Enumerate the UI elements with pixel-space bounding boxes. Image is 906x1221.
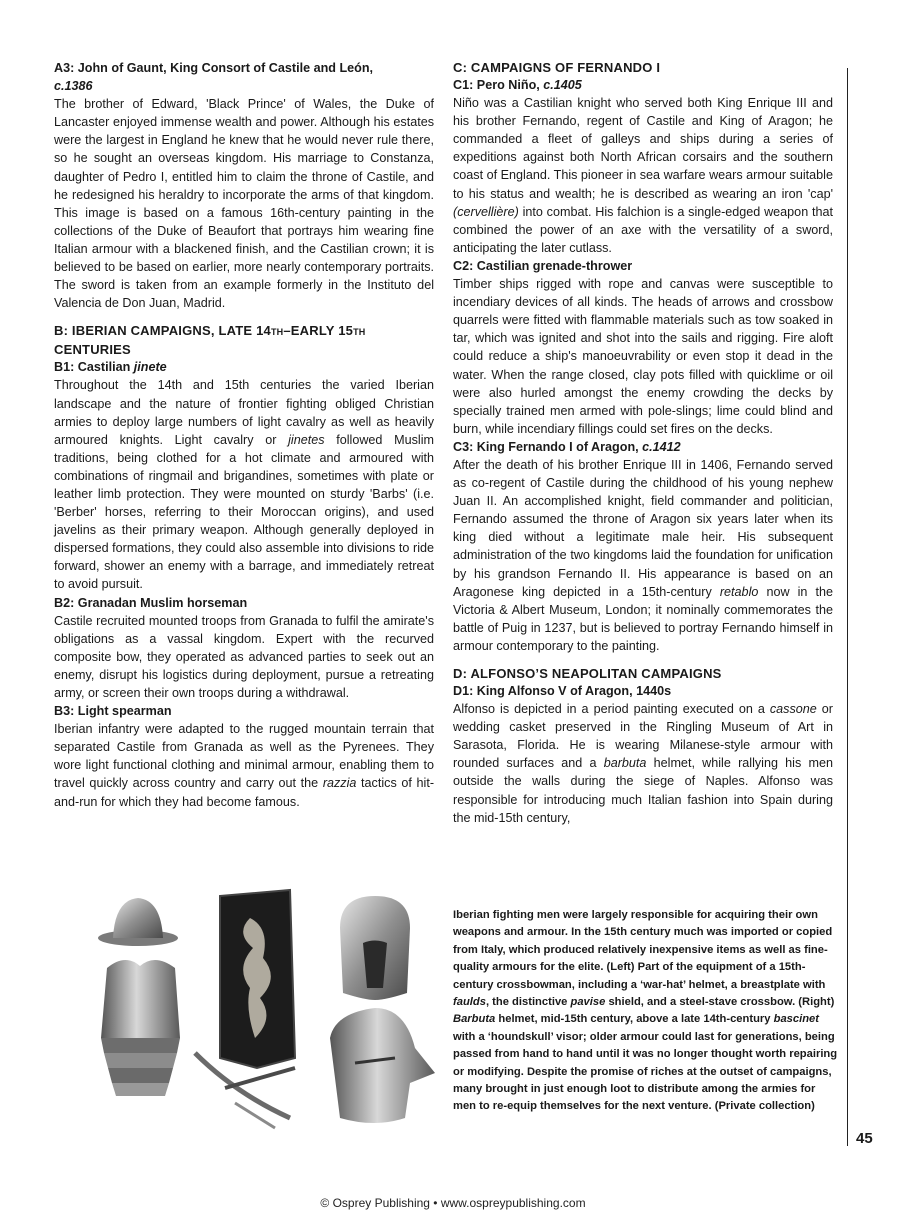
b-heading-sup1: TH <box>270 327 284 338</box>
caption-part3: shield, and a steel-stave crossbow. (Right) <box>605 996 835 1009</box>
b1-body-1: Throughout the 14th and 15th centuries the varied Iberian landscape and the nature of frontier fighting obliged Christian armies to deploy large numbers of light cavalry as well as heavily armoured knights. Light cavalry or <box>54 378 434 447</box>
b3-body-italic: razzia <box>322 776 357 791</box>
b2-heading: B2: Granadan Muslim horseman <box>54 595 248 610</box>
b1-body-2: followed Muslim traditions, being clothed for a hot climate and armoured with combinations of ringmail and brigandines, sometimes with plate or leather limb protection. They were mounted on sturdy 'Barbs' (i.e. 'Berber' horses, referring to their Moroccan origins), and used javelins as their primary weapon. Although generally deployed in dispersed formations, they could also assemble into divisions to ride forward, shower an enemy with a barrage, and immediately retreat to avoid pursuit. <box>54 432 434 592</box>
b2-body: Castile recruited mounted troops from Granada to fulfil the amirate's obligations as a vassal kingdom. Expert with the recurved composite bow, they operated as advanced parties to seek out an enemy, disrupt his logistics during deployment, pursue a retreating army, or screen their own troops during a withdrawal. <box>54 613 434 700</box>
caption-part2: , the distinctive <box>485 996 571 1009</box>
c3-body-1: After the death of his brother Enrique III in 1406, Fernando served as co-regent of Castile during the childhood of his young nephew Juan II. An accomplished knight, field commander and politician, Fernando assumed the throne of Aragon six years later when its king died without a legitimate male heir. His subsequent administration of the two kingdoms laid the foundation for unification by his grandson Fernando II. His appearance is based on an Aragonese king depicted in a 15th-century <box>453 457 833 599</box>
bascinet-houndskull-image <box>330 1008 435 1123</box>
d1-body-3: helmet, while rallying his men outside the walls during the siege of Naples. Alfonso was responsible for introducing much Italian fashion into Spain during the mid-15th century, <box>453 756 833 825</box>
caption-italic2: pavise <box>570 996 606 1009</box>
b-heading-part1: B: IBERIAN CAMPAIGNS, LATE 14 <box>54 323 271 339</box>
d1-body-1: Alfonso is depicted in a period painting executed on a <box>453 702 770 717</box>
a3-heading-date: c.1386 <box>54 79 93 94</box>
pavise-shield-image <box>220 890 295 1068</box>
caption-italic3: Barbuta <box>453 1013 496 1026</box>
breastplate-image <box>101 960 180 1096</box>
a3-heading-text: A3: John of Gaunt, King Consort of Castile and León, <box>54 61 374 75</box>
caption-part4: helmet, mid-15th century, above a late 14th-century <box>495 1013 774 1026</box>
c3-body-italic: retablo <box>719 584 759 599</box>
c1-body <box>453 94 833 257</box>
caption-italic4: bascinet <box>773 1013 819 1026</box>
d1-body-2: or wedding casket preserved in the Ringling Museum of Art in Sarasota, Florida. He is wearing Milanese-style armour with rounded surfaces and a <box>453 702 833 771</box>
war-hat-helmet-image <box>98 898 178 946</box>
b-heading-part2: –EARLY 15 <box>283 323 354 339</box>
caption-italic1: faulds <box>453 996 486 1009</box>
a3-body: The brother of Edward, 'Black Prince' of Wales, the Duke of Lancaster enjoyed immense wealth and power. Although his estates were the largest in England he knew that he would never rule there, so he sought an overseas kingdom. His marriage to Constanza, daughter of Pedro I, entitled him to claim the throne of Castile, and he redesigned his heraldry to incorporate the arms of that kingdom. This image is based on a famous 16th-century painting in the collections of the Duke of Beaufort that portrays him wearing fine Italian armour with a blackened finish, and the Castilian crown; it is believed to be based on earlier, more nearly contemporary portraits. The sword is taken from an example formerly in the Instituto del Valencia de Don Juan, Madrid. <box>54 97 434 311</box>
b3-body-1: Iberian infantry were adapted to the rugged mountain terrain that separated Castile from Granada as well as the Pyrenees. They wore light functional clothing and minimal armour, enabling them to travel quickly across country and carry out the <box>54 722 434 791</box>
b1-heading-prefix: B1: Castilian <box>54 360 134 375</box>
c2-heading: C2: Castilian grenade-thrower <box>453 258 633 273</box>
c3-heading-prefix: C3: King Fernando I of Aragon, <box>453 439 643 454</box>
b3-heading: B3: Light spearman <box>54 704 172 719</box>
d1-body-italic1: cassone <box>769 702 817 717</box>
barbuta-helmet-image <box>340 896 410 1000</box>
c1-body-italic: (cervellière) <box>453 204 519 219</box>
b3-body-2: tactics of hit-and-run for which they had become famous. <box>54 776 435 809</box>
section-b-heading <box>54 322 434 358</box>
c3-body-2: now in the Victoria & Albert Museum, London; it nominally commemorates the battle of Puig in 1237, but is believed to portray Fernando himself in armour contemporary to the painting. <box>453 584 833 653</box>
b1-body <box>54 376 434 593</box>
b1-heading-italic: jinete <box>133 360 167 375</box>
right-column <box>453 59 833 827</box>
caption-part5: with a ‘houndskull’ visor; older armour could last for generations, being passed from hand to hand until it was no longer thought worth repairing or modifying. Despite the promise of riches at the outset of campaigns, many brought in just enough loot to distribute among the armies for men to re-equip themselves for the next venture. (Private collection) <box>453 1030 838 1113</box>
d1-heading: D1: King Alfonso V of Aragon, 1440s <box>453 684 672 698</box>
photo-caption <box>453 907 838 1116</box>
section-a3-heading <box>54 59 434 95</box>
c2-body: Timber ships rigged with rope and canvas were susceptible to incendiary devices of all kinds. The heads of arrows and crossbow quarrels were fitted with flammable materials such as tow soaked in tar, which was ignited and shot into the sails and rigging. Fire aloft could reduce a ship's manoeuvrability or even stop it dead in the water. When the range closed, clay pots filled with quicklime or oil were also hurled amongst the enemy crowding the decks by specially trained men armed with pole-slings; lime could blind and burn, while incendiary fillings could set fires on the decks. <box>453 277 833 436</box>
b1-body-italic: jinetes <box>288 432 325 447</box>
caption-part1: Iberian fighting men were largely responsible for acquiring their own weapons and armour. In the 15th century much was imported or copied from Italy, which produced relatively inexpensive items as well as fine-quality armours for the elite. (Left) Part of the equipment of a 15th-century crossbowman, including a ‘war-hat’ helmet, a breastplate with <box>453 909 833 991</box>
b-heading-sup2: TH <box>353 327 366 338</box>
c1-heading <box>453 76 833 94</box>
section-c-heading: C: CAMPAIGNS OF FERNANDO I <box>453 60 661 75</box>
b3-body <box>54 720 434 810</box>
d1-body <box>453 700 833 827</box>
section-d-heading: D: ALFONSO’S NEAPOLITAN CAMPAIGNS <box>453 666 722 681</box>
b-heading-part3: CENTURIES <box>54 342 131 358</box>
page-number: 45 <box>856 1130 873 1147</box>
left-column <box>54 59 434 811</box>
margin-rule <box>847 68 848 1146</box>
armour-photo-group <box>85 888 445 1138</box>
b1-heading <box>54 358 434 376</box>
d1-body-italic2: barbuta <box>603 756 647 771</box>
c1-body-1: Niño was a Castilian knight who served both King Enrique III and his brother Fernando, regent of Castile and King of Aragon; he commanded a fleet of galleys and ships during a series of expeditions against both North African corsairs and the southern coast of England. This pioneer in sea warfare wears armour suitable to his status and wealth; he is described as wearing an iron 'cap' <box>453 96 833 201</box>
c3-body <box>453 456 833 655</box>
c3-heading <box>453 438 833 456</box>
c3-heading-date: c.1412 <box>642 439 681 454</box>
c1-body-2: into combat. His falchion is a single-edged weapon that combined the power of an axe with the versatility of a sword, anticipating the later cutlass. <box>453 204 833 255</box>
footer-copyright: © Osprey Publishing • www.ospreypublishing.com <box>320 1196 586 1210</box>
c1-heading-date: c.1405 <box>543 78 582 92</box>
c1-heading-prefix: C1: Pero Niño, <box>453 78 544 92</box>
